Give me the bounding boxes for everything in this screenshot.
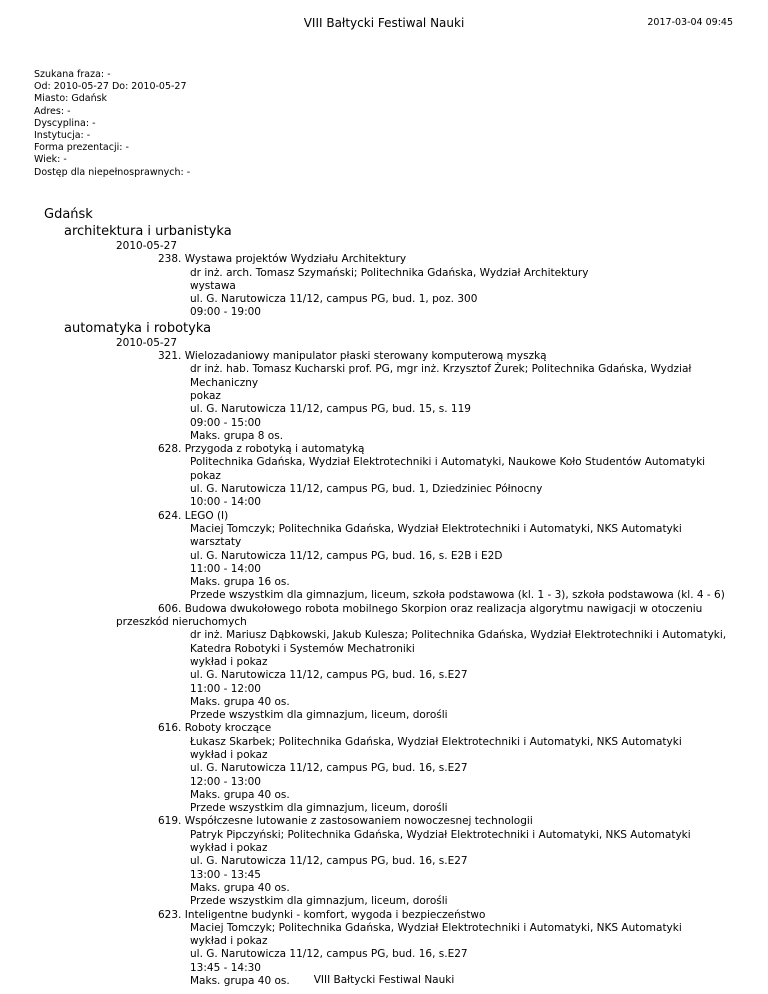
event-detail: ul. G. Narutowicza 11/12, campus PG, bud. 16, s.E27 [190,762,468,775]
event-title: 619. Współczesne lutowanie z zastosowaniem nowoczesnej technologii [158,815,533,828]
event-detail: Przede wszystkim dla gimnazjum, liceum, dorośli [190,709,448,722]
event-detail: ul. G. Narutowicza 11/12, campus PG, bud. 15, s. 119 [190,403,471,416]
event-title: 606. Budowa dwukołowego robota mobilnego Skorpion oraz realizacja algorytmu nawigacji w otoczeniu przeszkód nieruchomych [116,602,703,629]
event-detail: Przede wszystkim dla gimnazjum, liceum, dorośli [190,895,448,908]
event-title: 628. Przygoda z robotyką i automatyką [158,443,365,456]
event-detail: dr inż. arch. Tomasz Szymański; Politechnika Gdańska, Wydział Architektury [190,266,589,279]
event-detail: pokaz [190,469,221,482]
event-detail: Patryk Pipczyński; Politechnika Gdańska, Wydział Elektrotechniki i Automatyki, NKS Automatyki [190,828,691,841]
discipline-heading: automatyka i robotyka [64,320,212,336]
search-filters [34,69,190,179]
filter-line: Dostęp dla niepełnosprawnych: - [34,166,191,178]
event-detail: ul. G. Narutowicza 11/12, campus PG, bud. 16, s. E2B i E2D [190,549,503,562]
print-datetime: 2017-03-04 09:45 [647,17,733,28]
discipline-heading: architektura i urbanistyka [64,224,232,239]
event-detail: 10:00 - 14:00 [190,496,261,509]
filter-line: Od: 2010-05-27 Do: 2010-05-27 [34,81,187,93]
event-detail: ul. G. Narutowicza 11/12, campus PG, bud. 16, s.E27 [190,948,468,961]
page-footer: VIII Bałtycki Festiwal Nauki [313,974,455,986]
event-detail: wystawa [190,279,236,292]
event-title: 624. LEGO (I) [158,509,229,522]
event-date: 2010-05-27 [116,336,178,349]
event-detail: Politechnika Gdańska, Wydział Elektrotechniki i Automatyki, Naukowe Koło Studentów Automatyki [190,456,706,469]
event-detail: 12:00 - 13:00 [190,775,261,788]
event-detail: Maks. grupa 40 os. [190,975,290,988]
event-detail: ul. G. Narutowicza 11/12, campus PG, bud. 16, s.E27 [190,855,468,868]
filter-line: Instytucja: - [34,130,91,142]
filter-line: Wiek: - [34,154,67,166]
event-detail: Maks. grupa 8 os. [190,429,284,442]
event-detail: Przede wszystkim dla gimnazjum, liceum, dorośli [190,802,448,815]
event-detail: dr inż. Mariusz Dąbkowski, Jakub Kulesza; Politechnika Gdańska, Wydział Elektrotechniki i Automatyki, Katedra Robotyki i Systemów Mechatroniki [190,629,727,655]
event-title: 616. Roboty kroczące [158,722,272,735]
event-detail: Maks. grupa 40 os. [190,788,290,801]
event-detail: 09:00 - 15:00 [190,416,261,429]
event-detail: Przede wszystkim dla gimnazjum, liceum, szkoła podstawowa (kl. 1 - 3), szkoła podstawowa (kl. 4 - 6) [190,589,725,602]
event-title: 623. Inteligentne budynki - komfort, wygoda i bezpieczeństwo [158,908,486,921]
event-detail: 11:00 - 12:00 [190,682,261,695]
filter-line: Szukana fraza: - [34,69,111,80]
event-detail: Maciej Tomczyk; Politechnika Gdańska, Wydział Elektrotechniki i Automatyki, NKS Automatyki [190,522,682,535]
page-header-title: VIII Bałtycki Festiwal Nauki [303,16,465,30]
event-detail: warsztaty [190,536,242,549]
filter-line: Dyscyplina: - [34,117,96,129]
event-detail: 09:00 - 19:00 [190,306,261,319]
event-detail: wykład i pokaz [190,842,268,855]
event-detail: wykład i pokaz [190,748,268,761]
event-detail: Maks. grupa 16 os. [190,576,290,589]
event-detail: wykład i pokaz [190,935,268,948]
filter-line: Forma prezentacji: - [34,142,129,154]
event-title: 238. Wystawa projektów Wydziału Architektury [158,253,407,266]
event-listing [0,206,768,988]
filter-line: Miasto: Gdańsk [34,93,108,105]
city-heading: Gdańsk [44,207,93,222]
event-detail: 11:00 - 14:00 [190,562,261,575]
event-detail: Maks. grupa 40 os. [190,695,290,708]
event-detail: 13:45 - 14:30 [190,961,261,974]
event-detail: 13:00 - 13:45 [190,868,261,881]
event-detail: ul. G. Narutowicza 11/12, campus PG, bud. 1, Dziedziniec Północny [190,483,543,496]
discipline-sections [0,223,768,988]
event-date: 2010-05-27 [116,240,178,252]
event-detail: wykład i pokaz [190,655,268,668]
event-detail: Maciej Tomczyk; Politechnika Gdańska, Wydział Elektrotechniki i Automatyki, NKS Automatyki [190,921,682,934]
event-title: 321. Wielozadaniowy manipulator płaski sterowany komputerową myszką [158,350,547,363]
event-detail: pokaz [190,389,221,402]
event-detail: ul. G. Narutowicza 11/12, campus PG, bud. 1, poz. 300 [190,293,478,306]
event-detail: Łukasz Skarbek; Politechnika Gdańska, Wydział Elektrotechniki i Automatyki, NKS Automatyki [190,735,682,748]
filter-line: Adres: - [34,105,71,117]
event-detail: Maks. grupa 40 os. [190,881,290,894]
event-detail: ul. G. Narutowicza 11/12, campus PG, bud. 16, s.E27 [190,669,468,682]
event-detail: dr inż. hab. Tomasz Kucharski prof. PG, mgr inż. Krzysztof Żurek; Politechnika Gdańska, Wydział Mechaniczny [190,363,692,389]
